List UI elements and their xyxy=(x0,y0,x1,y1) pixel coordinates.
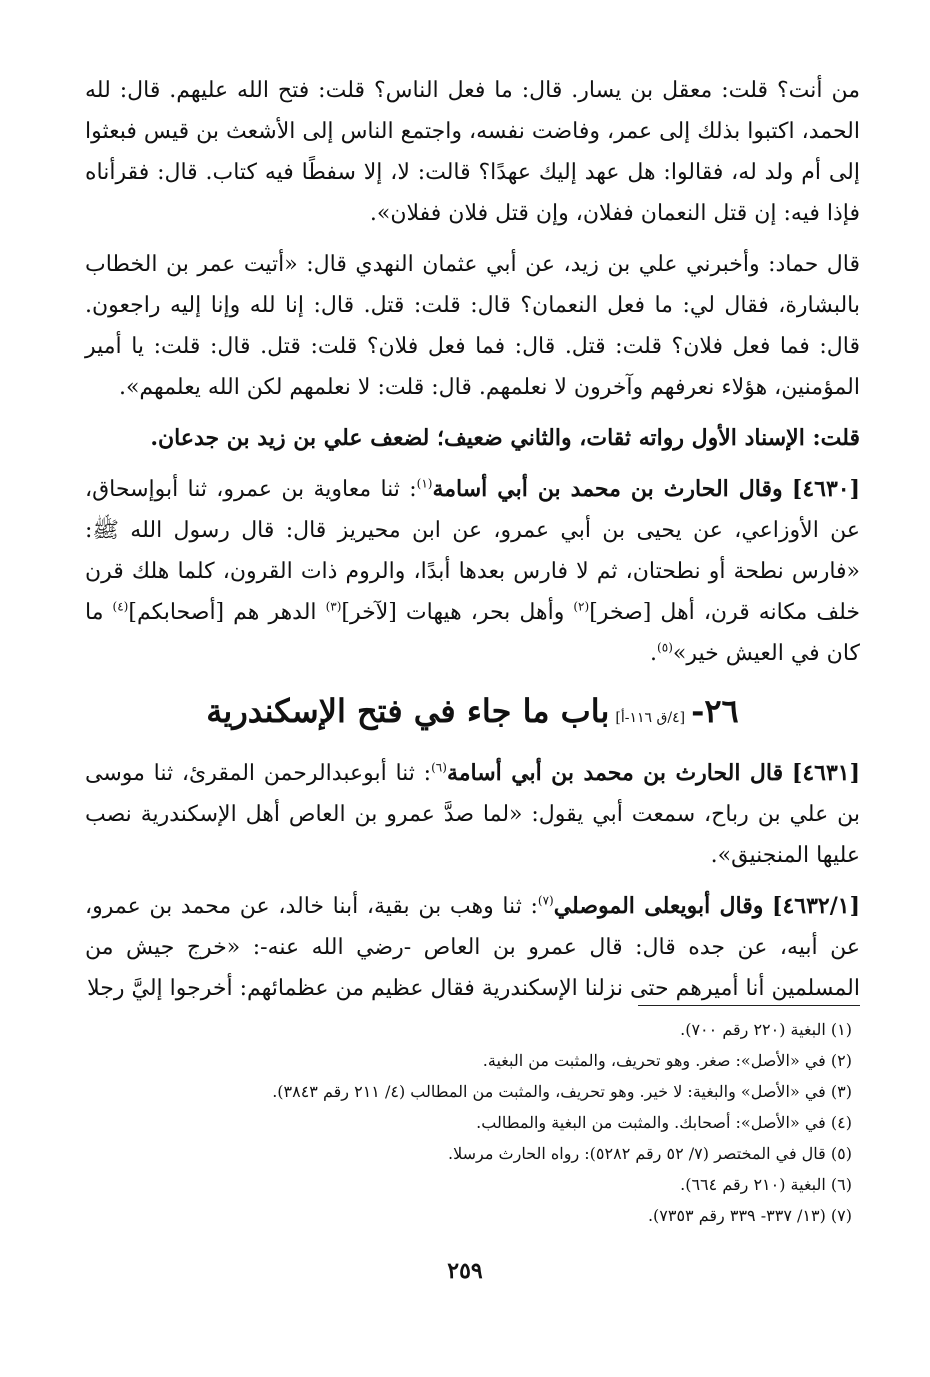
footnote-ref: (١) xyxy=(416,476,433,491)
paragraph-narration-end: من أنت؟ قلت: معقل بن يسار. قال: ما فعل الناس؟ قلت: فتح الله عليهم. قال: لله الحمد، اكتبوا بذلك إلى عمر، وفاضت نفسه، واجتمع الناس إلى الأشعث بن قيس فبعثوا إلى أم ولد له، فقالوا: هل عهد إليك عهدًا؟ قالت: لا، إلا سفطًا فيه كتاب. قال: فقرأناه فإذا فيه: إن قتل النعمان ففلان، وإن قتل فلان ففلان». xyxy=(85,78,860,226)
page-number: ٢٥٩ xyxy=(447,1258,483,1284)
footnote-item: (١) البغية (٢٢٠ رقم ٧٠٠). xyxy=(680,1020,852,1039)
footnote-item: (٦) البغية (٢١٠ رقم ٦٦٤). xyxy=(680,1175,852,1194)
footnote-ref: (٦) xyxy=(431,760,447,775)
paragraph-isnad-assessment: قلت: الإسناد الأول رواته ثقات، والثاني ضعيف؛ لضعف علي بن زيد بن جدعان. xyxy=(150,425,860,451)
footnote-ref: (٧) xyxy=(537,893,554,908)
hadith-4630 xyxy=(85,469,860,674)
hadith-text: : ثنا أبوعبدالرحمن المقرئ، ثنا موسى بن علي بن رباح، سمعت أبي يقول: «لما صدَّ عمرو بن العاص أهل الإسكندرية نصب عليها المنجنيق». xyxy=(85,761,860,868)
hadith-number: [٤٦٣٢/١] xyxy=(772,893,860,919)
footnote-item: (٢) في «الأصل»: صغر. وهو تحريف، والمثبت من البغية. xyxy=(482,1051,852,1070)
footnote-item: (٤) في «الأصل»: أصحابك. والمثبت من البغية والمطالب. xyxy=(476,1113,852,1132)
footnote-divider xyxy=(638,1005,860,1006)
footnote-ref: (٥) xyxy=(657,640,673,655)
chapter-heading xyxy=(85,688,860,741)
hadith-number: [٤٦٣١] xyxy=(791,760,860,786)
chapter-title: باب ما جاء في فتح الإسكندرية xyxy=(206,692,610,730)
hadith-text: الدهر هم [أصحابكم] xyxy=(128,600,326,625)
manuscript-ref: [٤/ق ١١٦-أ] xyxy=(615,710,686,726)
hadith-narrator: وقال أبويعلى الموصلي xyxy=(553,893,764,919)
hadith-text: : ثنا وهب بن بقية، أبنا خالد، عن محمد بن عمرو، عن أبيه، عن جده قال: قال عمرو بن العاص -رضي الله عنه-: «خرج جيش من المسلمين أنا أميرهم حتى نزلنا الإسكندرية فقال عظيم من عظمائهم: أخرجوا إليَّ رجلا xyxy=(85,894,860,1001)
footnote-item: (٣) في «الأصل» والبغية: لا خير. وهو تحريف، والمثبت من المطالب (٤/ ٢١١ رقم ٣٨٤٣). xyxy=(272,1082,852,1101)
page-body xyxy=(85,70,860,1015)
footnote-item: (٧) (١٣/ ٣٣٧- ٣٣٩ رقم ٧٣٥٣). xyxy=(647,1206,852,1225)
hadith-text: وأهل بحر، هيهات [لآخر] xyxy=(341,600,574,625)
hadith-text: . xyxy=(650,641,658,666)
hadith-narrator: قال الحارث بن محمد بن أبي أسامة xyxy=(446,760,784,786)
chapter-number: ٢٦- xyxy=(691,692,739,730)
footnote-item: (٥) قال في المختصر (٧/ ٥٢ رقم ٥٢٨٢): رواه الحارث مرسلا. xyxy=(448,1144,852,1163)
hadith-narrator: وقال الحارث بن محمد بن أبي أسامة xyxy=(432,476,783,502)
footnote-list xyxy=(85,1014,860,1231)
paragraph-hammad-report: قال حماد: وأخبرني علي بن زيد، عن أبي عثمان النهدي قال: «أتيت عمر بن الخطاب بالبشارة، فقال لي: ما فعل النعمان؟ قال: قلت: قتل. قال: إنا لله وإنا إليه راجعون. قال: فما فعل فلان؟ قلت: قتل. قال: فما فعل فلان؟ قلت: قتل. قال: قلت: يا أمير المؤمنين، هؤلاء نعرفهم وآخرون لا نعلمهم. قال: قلت: لا نعلمهم لكن الله يعلمهم». xyxy=(85,252,860,400)
hadith-text: ما كان في العيش خير» xyxy=(85,600,860,666)
footnote-ref: (٣) xyxy=(325,599,342,614)
footnote-ref: (٤) xyxy=(112,599,129,614)
hadith-text: : ثنا معاوية بن عمرو، ثنا أبوإسحاق، عن الأوزاعي، عن يحيى بن أبي عمرو، عن ابن محيريز قال: قال رسول الله ﷺ: «فارس نطحة أو نطحتان، ثم لا فارس بعدها أبدًا، والروم ذات القرون، كلما هلك قرن خلف مكانه قرن، أهل [صخر] xyxy=(85,477,861,625)
hadith-number: [٤٦٣٠] xyxy=(791,476,861,502)
footnotes-section xyxy=(85,1005,860,1231)
hadith-4632 xyxy=(85,886,860,1009)
footnote-ref: (٢) xyxy=(573,599,590,614)
hadith-4631 xyxy=(85,753,860,876)
